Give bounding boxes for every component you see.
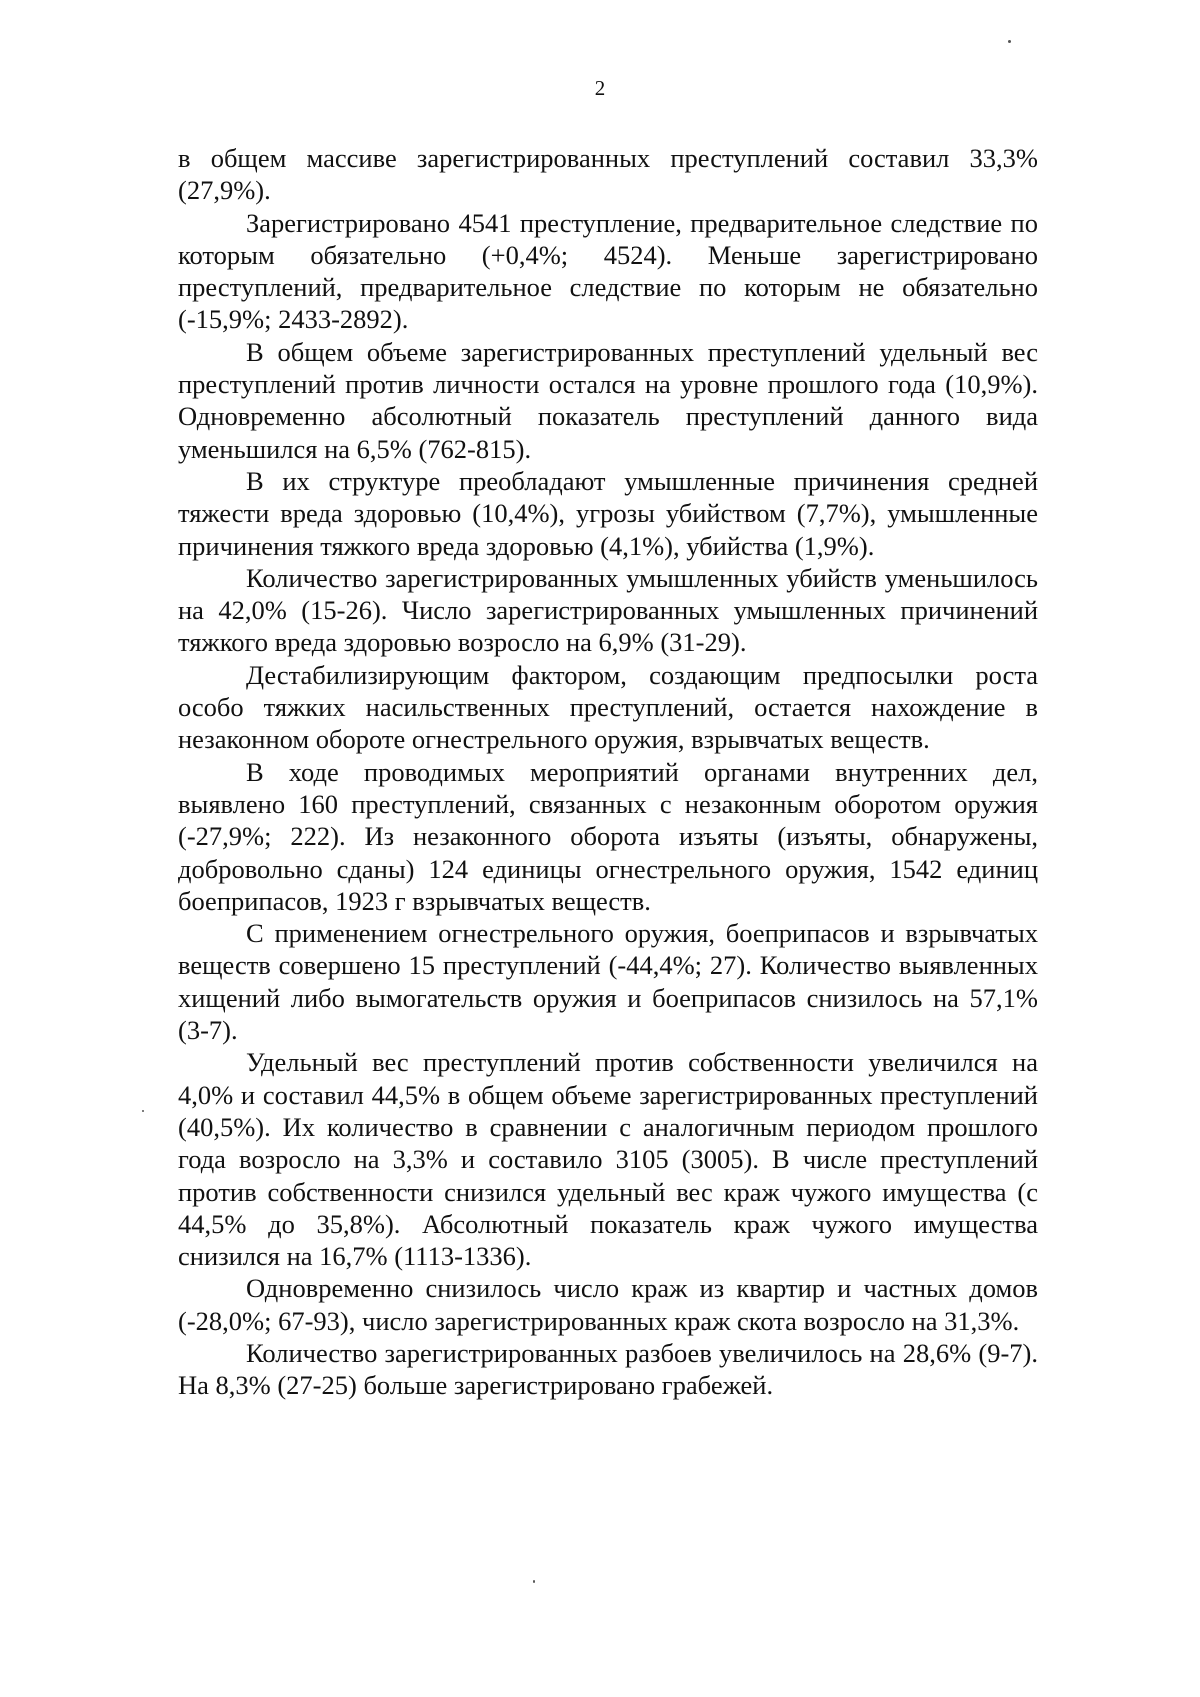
scan-speck bbox=[1008, 40, 1011, 43]
paragraph-9: Удельный вес преступлений против собственности увеличился на 4,0% и составил 44,5% в общем объеме зарегистрированных преступлений (40,5%). Их количество в сравнении с аналогичным периодом прошлого года возросло на 3,3% и составило 3105 (3005). В числе преступлений против собственности снизился удельный вес краж чужого имущества (с 44,5% до 35,8%). Абсолютный показатель краж чужого имущества снизился на 16,7% (1113-1336). bbox=[178, 1047, 1038, 1272]
paragraph-7: В ходе проводимых мероприятий органами внутренних дел, выявлено 160 преступлений, связанных с незаконным оборотом оружия (-27,9%; 222). Из незаконного оборота изъяты (изъяты, обнаружены, добровольно сданы) 124 единицы огнестрельного оружия, 1542 единиц боеприпасов, 1923 г взрывчатых веществ. bbox=[178, 756, 1038, 916]
paragraph-3: В общем объеме зарегистрированных преступлений удельный вес преступлений против личности остался на уровне прошлого года (10,9%). Одновременно абсолютный показатель преступлений данного вида уменьшился на 6,5% (762-815). bbox=[178, 336, 1038, 464]
page-number: 2 bbox=[594, 76, 606, 100]
paragraph-8: С применением огнестрельного оружия, боеприпасов и взрывчатых веществ совершено 15 преступлений (-44,4%; 27). Количество выявленных хищений либо вымогательств оружия и боеприпасов снизилось на 57,1% (3-7). bbox=[178, 918, 1038, 1046]
paragraph-11: Количество зарегистрированных разбоев увеличилось на 28,6% (9-7). На 8,3% (27-25) больше зарегистрировано грабежей. bbox=[178, 1337, 1038, 1401]
scan-speck bbox=[533, 1580, 535, 1583]
paragraph-1: в общем массиве зарегистрированных преступлений составил 33,3% (27,9%). bbox=[178, 143, 1038, 206]
paragraph-5: Количество зарегистрированных умышленных убийств уменьшилось на 42,0% (15-26). Число зарегистрированных умышленных причинений тяжкого вреда здоровью возросло на 6,9% (31-29). bbox=[178, 562, 1038, 658]
paragraph-10: Одновременно снизилось число краж из квартир и частных домов (-28,0%; 67-93), число зарегистрированных краж скота возросло на 31,3%. bbox=[178, 1273, 1038, 1336]
document-body bbox=[178, 142, 1038, 1402]
scan-speck bbox=[142, 1110, 144, 1112]
paragraph-6: Дестабилизирующим фактором, создающим предпосылки роста особо тяжких насильственных преступлений, остается нахождение в незаконном обороте огнестрельного оружия, взрывчатых веществ. bbox=[178, 659, 1038, 755]
paragraph-2: Зарегистрировано 4541 преступление, предварительное следствие по которым обязательно (+0,4%; 4524). Меньше зарегистрировано преступлений, предварительное следствие по которым не обязательно (-15,9%; 2433-2892). bbox=[178, 207, 1038, 335]
paragraph-4: В их структуре преобладают умышленные причинения средней тяжести вреда здоровью (10,4%), угрозы убийством (7,7%), умышленные причинения тяжкого вреда здоровью (4,1%), убийства (1,9%). bbox=[178, 465, 1038, 561]
